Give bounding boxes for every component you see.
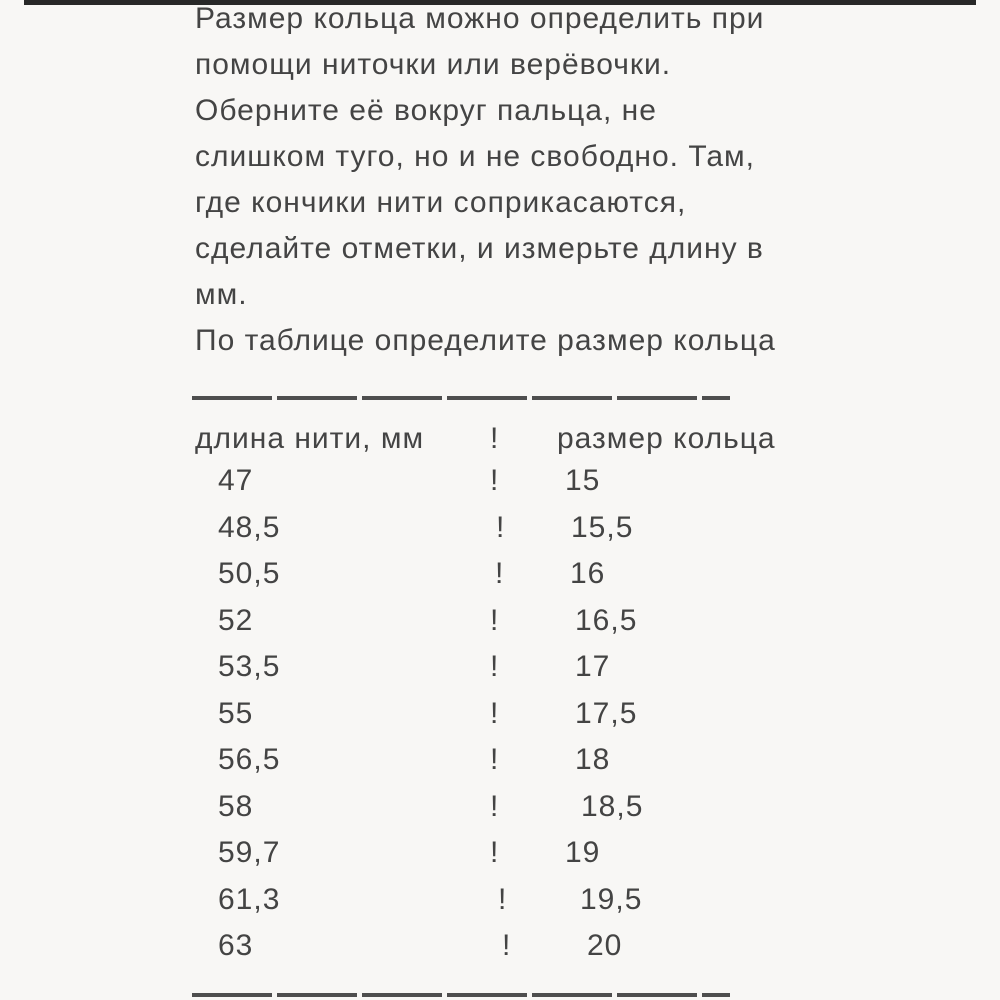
table-row: [193, 830, 776, 877]
table-rows: [193, 458, 776, 970]
paragraph-line: сделайте отметки, и измерьте длину в: [195, 232, 764, 265]
ring-size-value: 15: [565, 464, 601, 497]
paragraph-line: мм.: [195, 278, 248, 311]
thread-length-value: 48,5: [218, 510, 281, 544]
ring-size-value: 19,5: [580, 882, 643, 916]
ring-size-value: 17: [575, 650, 611, 683]
col-header-ring-size: размер кольца: [557, 422, 776, 455]
thread-length-value: 59,7: [218, 836, 281, 869]
column-divider-mark: !: [490, 743, 500, 776]
thread-length-value: 55: [218, 696, 254, 730]
ring-size-table: [193, 416, 776, 970]
column-divider-mark: !: [490, 696, 500, 730]
paragraph-line: помощи ниточки или верёвочки.: [195, 48, 672, 81]
column-divider-mark: !: [495, 557, 505, 590]
ring-size-value: 15,5: [571, 510, 634, 544]
ring-size-value: 18,5: [581, 789, 644, 823]
table-row: [193, 551, 776, 598]
column-divider-mark: !: [490, 836, 500, 869]
separator-line-top: [192, 396, 730, 400]
ring-size-value: 16: [570, 557, 606, 590]
thread-length-value: 61,3: [218, 882, 281, 916]
ring-size-value: 18: [575, 743, 611, 776]
thread-length-value: 56,5: [218, 743, 281, 776]
table-row: [193, 505, 776, 552]
ring-size-value: 20: [587, 929, 623, 962]
column-divider-mark: !: [490, 464, 500, 497]
ring-size-value: 17,5: [575, 696, 638, 730]
thread-length-value: 58: [218, 789, 254, 823]
column-divider-mark: !: [498, 882, 508, 916]
thread-length-value: 63: [218, 929, 254, 962]
ring-size-value: 19: [565, 836, 601, 869]
table-header-row: [193, 416, 776, 462]
column-divider-mark: !: [490, 789, 500, 823]
table-row: [193, 737, 776, 784]
table-row: [193, 877, 776, 924]
table-row: [193, 644, 776, 691]
column-divider-mark: !: [490, 650, 500, 683]
column-divider-mark: !: [490, 603, 500, 637]
paragraph-line: слишком туго, но и не свободно. Там,: [195, 140, 755, 173]
column-divider-mark: !: [490, 422, 500, 455]
table-row: [193, 598, 776, 645]
ring-size-value: 16,5: [575, 603, 638, 637]
table-row: [193, 923, 776, 970]
thread-length-value: 47: [218, 464, 254, 497]
thread-length-value: 52: [218, 603, 254, 637]
paragraph-line: Размер кольца можно определить при: [195, 2, 765, 35]
instructions-paragraph: [195, 0, 776, 364]
paragraph-line: По таблице определите размер кольца: [195, 324, 776, 357]
col-header-thread-length: длина нити, мм: [195, 422, 425, 455]
thread-length-value: 53,5: [218, 650, 281, 683]
paragraph-line: где кончики нити соприкасаются,: [195, 186, 687, 219]
paragraph-line: Оберните её вокруг пальца, не: [195, 94, 657, 127]
table-row: [193, 691, 776, 738]
table-row: [193, 458, 776, 505]
column-divider-mark: !: [502, 929, 512, 962]
thread-length-value: 50,5: [218, 557, 281, 590]
column-divider-mark: !: [496, 510, 506, 544]
table-row: [193, 784, 776, 831]
separator-line-bottom: [192, 993, 730, 997]
